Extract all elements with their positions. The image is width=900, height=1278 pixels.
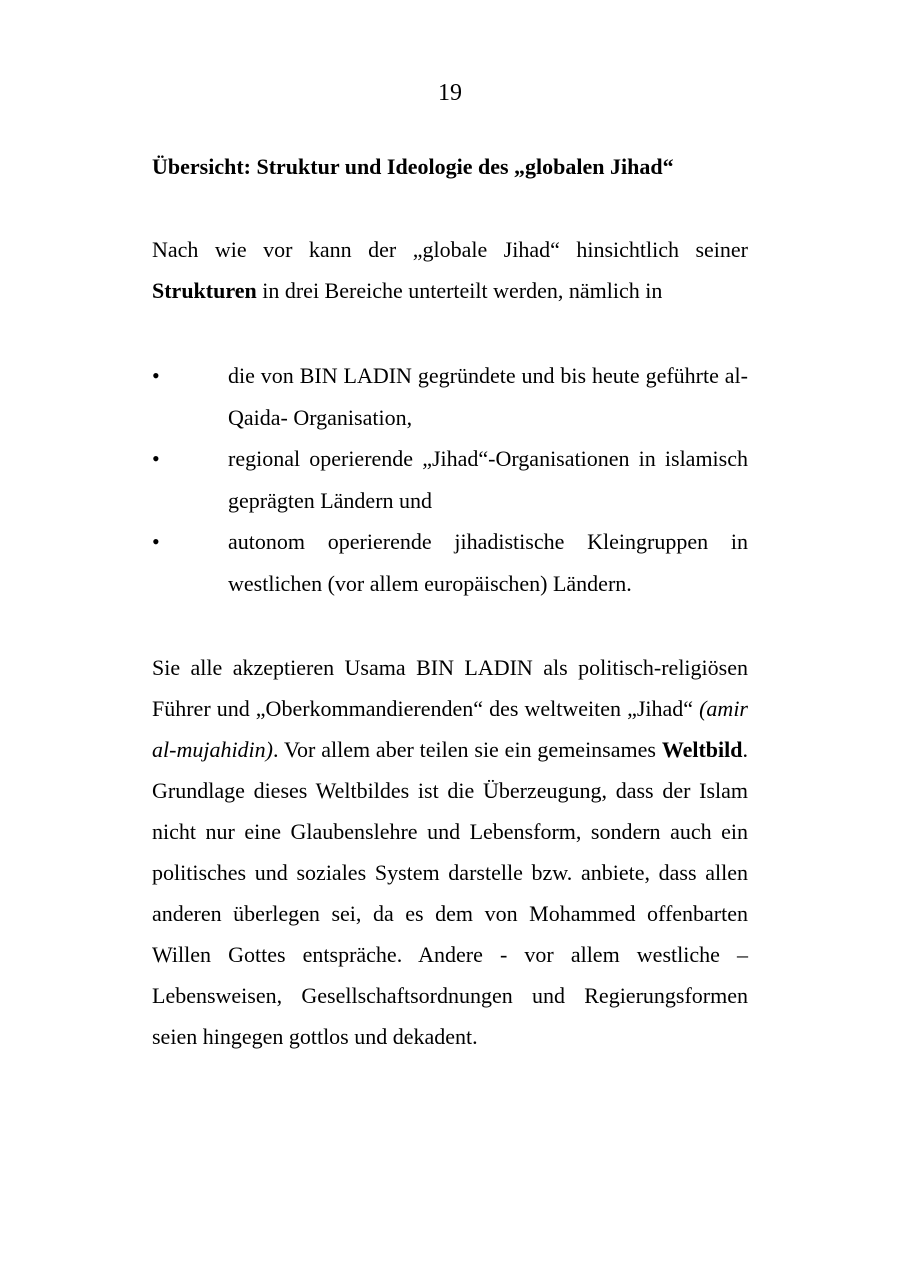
ideology-paragraph — [152, 647, 748, 1057]
bullet-icon: • — [152, 446, 160, 471]
intro-paragraph — [152, 229, 748, 311]
list-item-text: die von BIN LADIN gegründete und bis heute geführte al-Qaida- Organisation, — [228, 363, 748, 430]
list-item — [152, 355, 748, 438]
list-item — [152, 438, 748, 521]
bullet-icon: • — [152, 363, 160, 388]
list-item-text: regional operierende „Jihad“-Organisationen in islamisch geprägten Ländern und — [228, 446, 748, 513]
section-heading: Übersicht: Struktur und Ideologie des „globalen Jihad“ — [152, 154, 674, 179]
intro-text-1: Nach wie vor kann der „globale Jihad“ hinsichtlich seiner — [152, 237, 748, 262]
intro-text-2: in drei Bereiche unterteilt werden, nämlich in — [256, 278, 663, 303]
ideology-italic-term: (amir al-mujahidin) — [152, 696, 748, 762]
list-item — [152, 521, 748, 604]
intro-bold-strukturen: Strukturen — [152, 278, 257, 303]
ideology-bold-weltbild: Weltbild — [661, 737, 743, 762]
ideology-text-2: . Vor allem aber teilen sie ein gemeinsames — [273, 737, 662, 762]
ideology-text-1: Sie alle akzeptieren Usama BIN LADIN als politisch-religiösen Führer und „Oberkommandierenden“ des weltweiten „Jihad“ — [152, 655, 748, 721]
page-number: 19 — [438, 80, 462, 106]
list-item-text: autonom operierende jihadistische Kleingruppen in westlichen (vor allem europäischen) Ländern. — [228, 529, 748, 596]
ideology-text-3: . Grundlage dieses Weltbildes ist die Überzeugung, dass der Islam nicht nur eine Glaubenslehre und Lebensform, sondern auch ein politisches und soziales System darstelle bzw. anbiete, dass allen anderen überlegen sei, da es dem von Mohammed offenbarten Willen Gottes entspräche. Andere - vor allem westliche – Lebensweisen, Gesellschaftsordnungen und Regierungsformen seien hingegen gottlos und dekadent. — [152, 737, 748, 1049]
bullet-icon: • — [152, 529, 160, 554]
structure-list — [152, 355, 748, 604]
